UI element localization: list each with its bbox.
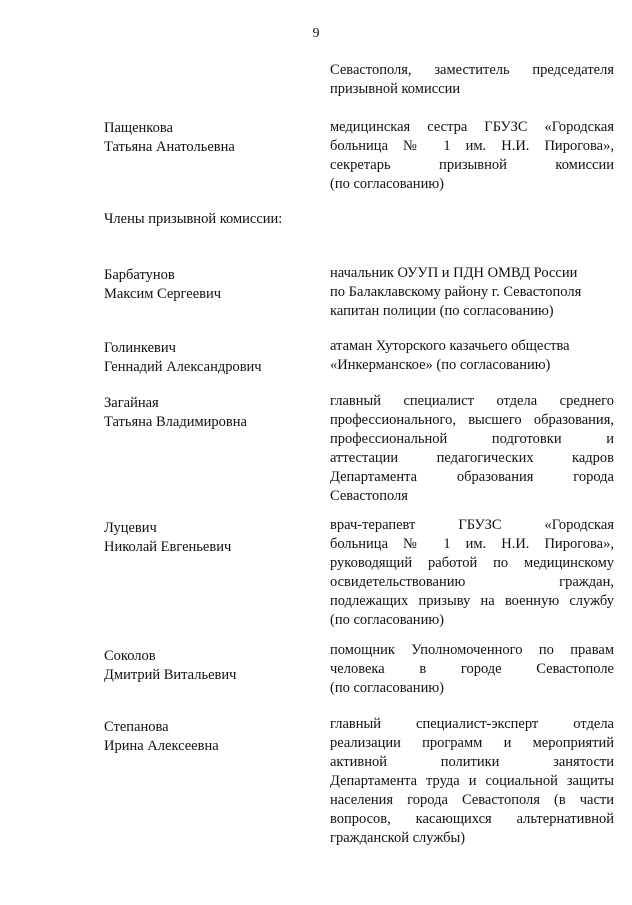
surname: Голинкевич bbox=[104, 340, 176, 356]
person-role bbox=[330, 641, 614, 698]
role-line: (по согласованию) bbox=[330, 680, 444, 696]
role-line: помощник Уполномоченного по правам bbox=[330, 642, 614, 658]
role-line: больница № 1 им. Н.И. Пирогова», bbox=[330, 536, 614, 552]
surname: Пащенкова bbox=[104, 120, 173, 136]
role-line: призывной комиссии bbox=[330, 81, 461, 97]
role-line: аттестации педагогических кадров bbox=[330, 450, 614, 466]
given-names: Геннадий Александрович bbox=[104, 359, 262, 375]
role-line: медицинская сестра ГБУЗС «Городская bbox=[330, 119, 614, 135]
given-names: Дмитрий Витальевич bbox=[104, 667, 237, 683]
role-line: (по согласованию) bbox=[330, 612, 444, 628]
role-line: Севастополя bbox=[330, 488, 408, 504]
role-line: по Балаклавскому району г. Севастополя bbox=[330, 284, 582, 300]
role-line: руководящий работой по медицинскому bbox=[330, 555, 614, 571]
person-name bbox=[104, 119, 314, 157]
role-line: профессиональной подготовки и bbox=[330, 431, 614, 447]
role-line: больница № 1 им. Н.И. Пирогова», bbox=[330, 138, 614, 154]
surname: Степанова bbox=[104, 719, 169, 735]
person-role bbox=[330, 264, 614, 321]
given-names: Татьяна Анатольевна bbox=[104, 139, 235, 155]
role-line: подлежащих призыву на военную службу bbox=[330, 593, 614, 609]
role-line: активной политики занятости bbox=[330, 754, 614, 770]
role-line: Севастополя, заместитель председателя bbox=[330, 62, 614, 78]
role-line: Департамента труда и социальной защиты bbox=[330, 773, 614, 789]
role-line: реализации программ и мероприятий bbox=[330, 735, 614, 751]
members-heading: Члены призывной комиссии: bbox=[104, 211, 283, 227]
role-line: человека в городе Севастополе bbox=[330, 661, 614, 677]
role-line: главный специалист отдела среднего bbox=[330, 393, 614, 409]
given-names: Татьяна Владимировна bbox=[104, 414, 247, 430]
role-line: начальник ОУУП и ПДН ОМВД России bbox=[330, 265, 578, 281]
continued-role bbox=[330, 61, 614, 99]
surname: Барбатунов bbox=[104, 267, 175, 283]
given-names: Николай Евгеньевич bbox=[104, 539, 232, 555]
surname: Загайная bbox=[104, 395, 159, 411]
person-name bbox=[104, 647, 314, 685]
page-number: 9 bbox=[312, 26, 320, 41]
role-line: Департамента образования города bbox=[330, 469, 614, 485]
person-role bbox=[330, 118, 614, 194]
person-role bbox=[330, 337, 614, 375]
role-line: секретарь призывной комиссии bbox=[330, 157, 614, 173]
person-role bbox=[330, 715, 614, 848]
role-line: «Инкерманское» (по согласованию) bbox=[330, 357, 551, 373]
role-line: (по согласованию) bbox=[330, 176, 444, 192]
given-names: Максим Сергеевич bbox=[104, 286, 222, 302]
person-name bbox=[104, 339, 314, 377]
surname: Луцевич bbox=[104, 520, 157, 536]
surname: Соколов bbox=[104, 648, 156, 664]
person-role bbox=[330, 392, 614, 506]
given-names: Ирина Алексеевна bbox=[104, 738, 219, 754]
role-line: капитан полиции (по согласованию) bbox=[330, 303, 554, 319]
role-line: врач-терапевт ГБУЗС «Городская bbox=[330, 517, 614, 533]
role-line: освидетельствованию граждан, bbox=[330, 574, 614, 590]
person-name bbox=[104, 266, 314, 304]
role-line: гражданской службы) bbox=[330, 830, 466, 846]
person-name bbox=[104, 718, 314, 756]
role-line: профессионального, высшего образования, bbox=[330, 412, 614, 428]
person-role bbox=[330, 516, 614, 630]
person-name bbox=[104, 394, 314, 432]
role-line: главный специалист-эксперт отдела bbox=[330, 716, 614, 732]
role-line: населения города Севастополя (в части bbox=[330, 792, 614, 808]
role-line: атаман Хуторского казачьего общества bbox=[330, 338, 570, 354]
person-name bbox=[104, 519, 314, 557]
role-line: вопросов, касающихся альтернативной bbox=[330, 811, 614, 827]
